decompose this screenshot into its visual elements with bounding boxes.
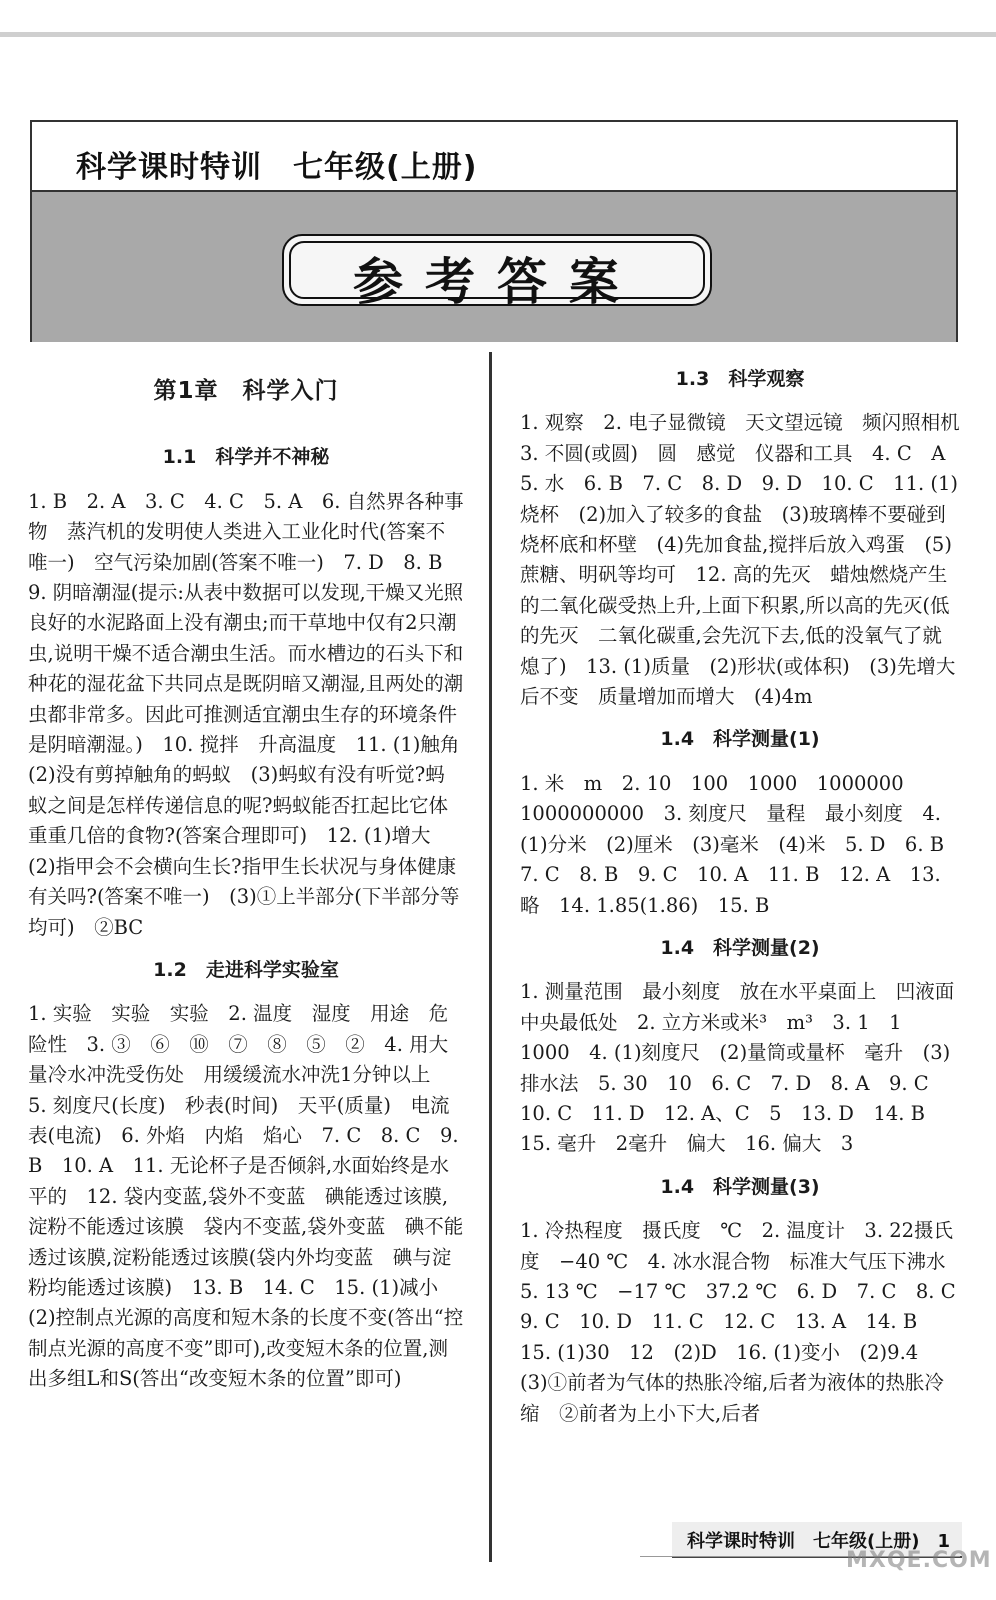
section-answers: 1. 冷热程度 摄氏度 ℃ 2. 温度计 3. 22摄氏度 −40 ℃ 4. 冰水混合物 标准大气压下沸水 5. 13 ℃ −17 ℃ 37.2 ℃ 6. D 7. C 8. C 9. C 10. D 11. C 12. C 13. A 14. B 15. (1)30 12 (2)D 16. (1)变小 (2)9.4 (3)①前者为气体的热胀冷缩,后者为液体的热胀冷缩 ②前者为上小下大,后者 [520,1219,976,1425]
right-column [520,360,980,1429]
top-rule [0,32,996,37]
section-title: 1.4 科学测量(3) [660,1175,820,1198]
header-band [32,190,956,342]
chapter-title: 第1章 科学入门 [153,378,339,404]
section-answers: 1. B 2. A 3. C 4. C 5. A 6. 自然界各种事物 蒸汽机的发明使人类进入工业化时代(答案不唯一) 空气污染加剧(答案不唯一) 7. D 8. B 9. 阴暗潮湿(提示:从表中数据可以发现,干燥又光照良好的水泥路面上没有潮虫;而干草地中仅有2只潮虫,说明干燥不适合潮虫生活。而水槽边的石头下和种花的湿花盆下共同点是既阴暗又潮湿,且两处的潮虫都非常多。因此可推测适宜潮虫生存的环境条件是阴暗潮湿。) 10. 搅拌 升高温度 11. (1)触角 (2)没有剪掉触角的蚂蚁 (3)蚂蚁有没有听觉?蚂蚁之间是怎样传递信息的呢?蚂蚁能否扛起比它体重重几倍的食物?(答案合理即可) 12. (1)增大 (2)指甲会不会横向生长?指甲生长状况与身体健康有关吗?(答案不唯一) (3)①上半部分(下半部分等均可) ②BC [28,489,479,939]
watermark: MXQE.COM [846,1548,992,1573]
section-answers: 1. 观察 2. 电子显微镜 天文望远镜 频闪照相机 3. 不圆(或圆) 圆 感觉 仪器和工具 4. C A 5. 水 6. B 7. C 8. D 9. D 10. C 11. (1)烧杯 (2)加入了较多的食盐 (3)玻璃棒不要碰到烧杯底和杯壁 (4)先加食盐,搅拌后放入鸡蛋 (5)蔗糖、明矾等均可 12. 高的先灭 蜡烛燃烧产生的二氧化碳受热上升,上面下积累,所以高的先灭(低的先灭 二氧化碳重,会先沉下去,低的没氧气了就熄了) 13. (1)质量 (2)形状(或体积) (3)先增大后不变 质量增加而增大 (4)4m [520,411,980,709]
section-title: 1.4 科学测量(1) [660,728,820,751]
left-column [28,360,479,1395]
book-title: 科学课时特训 七年级(上册) [76,150,478,185]
section-title: 1.3 科学观察 [675,368,805,390]
section-answers: 1. 米 m 2. 10 100 1000 1000000 1000000000 3. 刻度尺 量程 最小刻度 4. (1)分米 (2)厘米 (3)毫米 (4)米 5. D 6. B 7. C 8. B 9. C 10. A 11. B 12. A 13. 略 14. 1.85(1.86) 15. B [520,771,964,917]
header-box [30,120,958,342]
section-title: 1.2 走进科学实验室 [153,958,339,981]
section-title: 1.4 科学测量(2) [660,936,820,959]
column-divider [489,352,492,1562]
answer-title: 参考答案 [353,253,641,311]
section-answers: 1. 实验 实验 实验 2. 温度 湿度 用途 危险性 3. ③ ⑥ ⑩ ⑦ ⑧ ⑤ ② 4. 用大量冷水冲洗受伤处 用缓缓流水冲洗1分钟以上 5. 刻度尺(长度) 秒表(时间) 天平(质量) 电流表(电流) 6. 外焰 内焰 焰心 7. C 8. C 9. B 10. A 11. 无论杯子是否倾斜,水面始终是水平的 12. 袋内变蓝,袋外不变蓝 碘能透过该膜,淀粉不能透过该膜 袋内不变蓝,袋外变蓝 碘不能透过该膜,淀粉能透过该膜(袋内外均变蓝 碘与淀粉均能透过该膜) 13. B 14. C 15. (1)减小 (2)控制点光源的高度和短木条的长度不变(答出“控制点光源的高度不变”即可),改变短木条的位置,测出多组L和S(答出“改变短木条的位置”即可) [28,1002,464,1391]
section-title: 1.1 科学并不神秘 [162,446,330,469]
answer-title-plate [282,234,712,311]
footer-text: 科学课时特训 七年级(上册) 1 [687,1531,950,1552]
section-answers: 1. 测量范围 最小刻度 放在水平桌面上 凹液面中央最低处 2. 立方米或米³ m³ 3. 1 1 1000 4. (1)刻度尺 (2)量筒或量杯 毫升 (3)排水法 5. 30 10 6. C 7. D 8. A 9. C 10. C 11. D 12. A、C 5 13. D 14. B 15. 毫升 2毫升 偏大 16. 偏大 3 [520,980,955,1156]
